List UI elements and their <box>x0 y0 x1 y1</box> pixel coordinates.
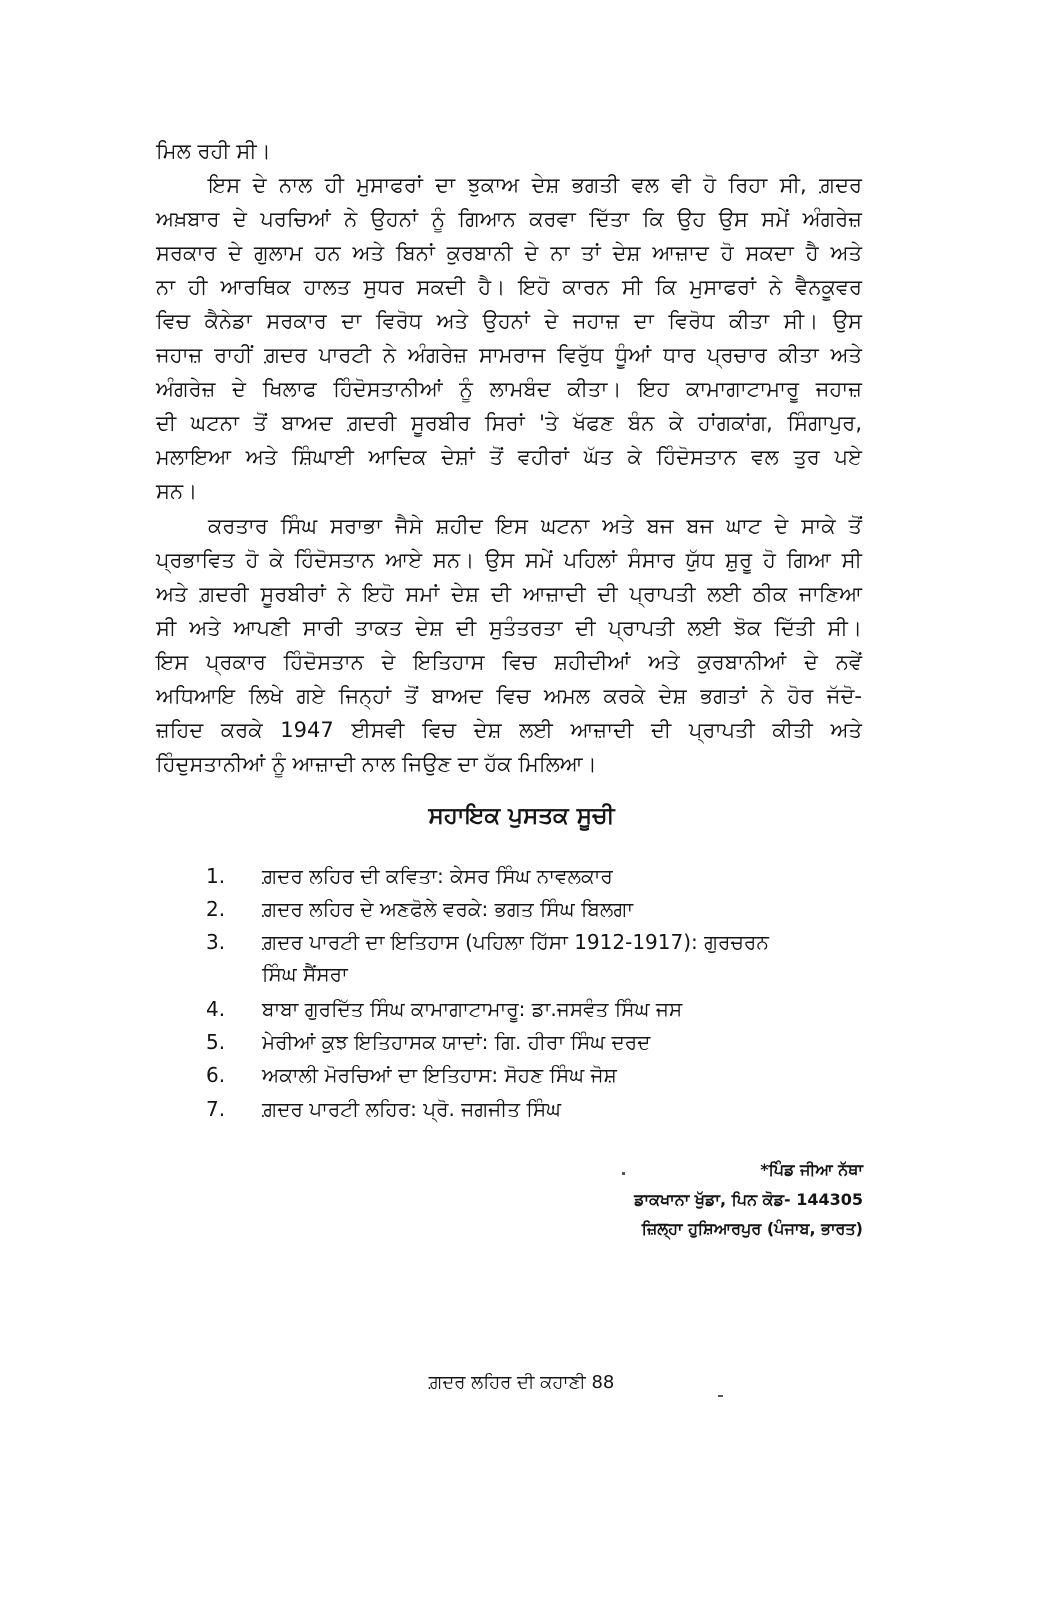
body-line: ਸਰਕਾਰ ਦੇ ਗੁਲਾਮ ਹਨ ਅਤੇ ਬਿਨਾਂ ਕੁਰਬਾਨੀ ਦੇ ਨਾ ਤਾਂ ਦੇਸ਼ ਆਜ਼ਾਦ ਹੋ ਸਕਦਾ ਹੈ ਅਤੇ <box>156 241 862 265</box>
address-line: *ਪਿੰਡ ਜੀਆ ਨੱਥਾ <box>760 1160 863 1179</box>
reference-number: 2. <box>206 897 226 921</box>
reference-text: ਬਾਬਾ ਗੁਰਦਿੱਤ ਸਿੰਘ ਕਾਮਾਗਾਟਾਮਾਰੂ: ਡਾ.ਜਸਵੰਤ ਸਿੰਘ ਜਸ <box>262 997 683 1021</box>
body-line: ਵਿਚ ਕੈਨੇਡਾ ਸਰਕਾਰ ਦਾ ਵਿਰੋਧ ਅਤੇ ਉਹਨਾਂ ਦੇ ਜਹਾਜ਼ ਦਾ ਵਿਰੋਧ ਕੀਤਾ ਸੀ। ਉਸ <box>156 309 862 333</box>
body-line: ਸੀ ਅਤੇ ਆਪਣੀ ਸਾਰੀ ਤਾਕਤ ਦੇਸ਼ ਦੀ ਸੁਤੰਤਰਤਾ ਦੀ ਪ੍ਰਾਪਤੀ ਲਈ ਝੋਕ ਦਿੱਤੀ ਸੀ। <box>156 616 862 640</box>
reference-number: 6. <box>206 1063 226 1087</box>
address-line: ਡਾਕਖਾਨਾ ਖੁੱਡਾ, ਪਿਨ ਕੋਡ- 144305 <box>634 1190 863 1209</box>
reference-number: 3. <box>206 930 226 954</box>
body-line: ਅੰਗਰੇਜ਼ ਦੇ ਖਿਲਾਫ ਹਿੰਦੋਸਤਾਨੀਆਂ ਨੂੰ ਲਾਮਬੰਦ ਕੀਤਾ। ਇਹ ਕਾਮਾਗਾਟਾਮਾਰੂ ਜਹਾਜ਼ <box>156 377 862 401</box>
scan-speck <box>622 1172 625 1175</box>
reference-text: ਗ਼ਦਰ ਪਾਰਟੀ ਲਹਿਰ: ਪ੍ਰੋ. ਜਗਜੀਤ ਸਿੰਘ <box>262 1097 562 1121</box>
scan-speck <box>718 1395 723 1397</box>
body-line: ਹਿੰਦੁਸਤਾਨੀਆਂ ਨੂੰ ਆਜ਼ਾਦੀ ਨਾਲ ਜਿਉਣ ਦਾ ਹੱਕ ਮਿਲਿਆ। <box>156 752 597 776</box>
body-line: ਸਨ। <box>156 479 198 503</box>
reference-number: 4. <box>206 997 226 1021</box>
body-line: ਕਰਤਾਰ ਸਿੰਘ ਸਰਾਭਾ ਜੈਸੇ ਸ਼ਹੀਦ ਇਸ ਘਟਨਾ ਅਤੇ ਬਜ ਬਜ ਘਾਟ ਦੇ ਸਾਕੇ ਤੋਂ <box>208 514 862 538</box>
reference-text: ਗ਼ਦਰ ਲਹਿਰ ਦੇ ਅਣਫੋਲੇ ਵਰਕੇ: ਭਗਤ ਸਿੰਘ ਬਿਲਗਾ <box>262 897 634 921</box>
body-line: ਜ਼ਹਿਦ ਕਰਕੇ 1947 ਈਸਵੀ ਵਿਚ ਦੇਸ਼ ਲਈ ਆਜ਼ਾਦੀ ਦੀ ਪ੍ਰਾਪਤੀ ਕੀਤੀ ਅਤੇ <box>156 718 862 742</box>
reference-number: 7. <box>206 1097 226 1121</box>
reference-text: ਗ਼ਦਰ ਲਹਿਰ ਦੀ ਕਵਿਤਾ: ਕੇਸਰ ਸਿੰਘ ਨਾਵਲਕਾਰ <box>262 864 613 888</box>
reference-number: 1. <box>206 864 226 888</box>
reference-text: ਅਕਾਲੀ ਮੋਰਚਿਆਂ ਦਾ ਇਤਿਹਾਸ: ਸੋਹਣ ਸਿੰਘ ਜੋਸ਼ <box>262 1063 617 1087</box>
reference-text: ਸਿੰਘ ਸੈਂਸਰਾ <box>262 962 348 986</box>
reference-number: 5. <box>206 1030 226 1054</box>
body-line: ਨਾ ਹੀ ਆਰਥਿਕ ਹਾਲਤ ਸੁਧਰ ਸਕਦੀ ਹੈ। ਇਹੋ ਕਾਰਨ ਸੀ ਕਿ ਮੁਸਾਫਰਾਂ ਨੇ ਵੈਨਕੂਵਰ <box>156 275 862 299</box>
body-line: ਇਸ ਦੇ ਨਾਲ ਹੀ ਮੁਸਾਫਰਾਂ ਦਾ ਝੁਕਾਅ ਦੇਸ਼ ਭਗਤੀ ਵਲ ਵੀ ਹੋ ਰਿਹਾ ਸੀ, ਗ਼ਦਰ <box>208 173 862 197</box>
body-line: ਦੀ ਘਟਨਾ ਤੋਂ ਬਾਅਦ ਗ਼ਦਰੀ ਸੂਰਬੀਰ ਸਿਰਾਂ 'ਤੇ ਖੱਫਣ ਬੰਨ ਕੇ ਹਾਂਗਕਾਂਗ, ਸਿੰਗਾਪੁਰ, <box>156 411 862 435</box>
references-heading: ਸਹਾਇਕ ਪੁਸਤਕ ਸੂਚੀ <box>428 803 615 829</box>
body-line: ਇਸ ਪ੍ਰਕਾਰ ਹਿੰਦੋਸਤਾਨ ਦੇ ਇਤਿਹਾਸ ਵਿਚ ਸ਼ਹੀਦੀਆਂ ਅਤੇ ਕੁਰਬਾਨੀਆਂ ਦੇ ਨਵੇਂ <box>156 650 862 674</box>
body-line: ਅਤੇ ਗ਼ਦਰੀ ਸੂਰਬੀਰਾਂ ਨੇ ਇਹੋ ਸਮਾਂ ਦੇਸ਼ ਦੀ ਆਜ਼ਾਦੀ ਦੀ ਪ੍ਰਾਪਤੀ ਲਈ ਠੀਕ ਜਾਣਿਆ <box>156 582 862 606</box>
reference-text: ਗ਼ਦਰ ਪਾਰਟੀ ਦਾ ਇਤਿਹਾਸ (ਪਹਿਲਾ ਹਿੱਸਾ 1912-1917): ਗੁਰਚਰਨ <box>262 930 769 954</box>
body-line: ਪ੍ਰਭਾਵਿਤ ਹੋ ਕੇ ਹਿੰਦੋਸਤਾਨ ਆਏ ਸਨ। ਉਸ ਸਮੇਂ ਪਹਿਲਾਂ ਸੰਸਾਰ ਯੁੱਧ ਸ਼ੁਰੂ ਹੋ ਗਿਆ ਸੀ <box>156 548 862 572</box>
body-line: ਅਧਿਆਇ ਲਿਖੇ ਗਏ ਜਿਨ੍ਹਾਂ ਤੋਂ ਬਾਅਦ ਵਿਚ ਅਮਲ ਕਰਕੇ ਦੇਸ਼ ਭਗਤਾਂ ਨੇ ਹੋਰ ਜੱਦੋ- <box>156 684 862 708</box>
page-footer: ਗ਼ਦਰ ਲਹਿਰ ਦੀ ਕਹਾਣੀ 88 <box>428 1372 615 1393</box>
address-line: ਜ਼ਿਲ੍ਹਾ ਹੁਸ਼ਿਆਰਪੁਰ (ਪੰਜਾਬ, ਭਾਰਤ) <box>641 1219 863 1238</box>
body-line: ਮਲਾਇਆ ਅਤੇ ਸ਼ਿੰਘਾਈ ਆਦਿਕ ਦੇਸ਼ਾਂ ਤੋਂ ਵਹੀਰਾਂ ਘੱਤ ਕੇ ਹਿੰਦੋਸਤਾਨ ਵਲ ਤੁਰ ਪਏ <box>156 445 862 469</box>
body-line: ਜਹਾਜ਼ ਰਾਹੀਂ ਗ਼ਦਰ ਪਾਰਟੀ ਨੇ ਅੰਗਰੇਜ਼ ਸਾਮਰਾਜ ਵਿਰੁੱਧ ਧੂੰਆਂ ਧਾਰ ਪ੍ਰਚਾਰ ਕੀਤਾ ਅਤੇ <box>156 343 862 367</box>
body-line: ਅਖ਼ਬਾਰ ਦੇ ਪਰਚਿਆਂ ਨੇ ਉਹਨਾਂ ਨੂੰ ਗਿਆਨ ਕਰਵਾ ਦਿੱਤਾ ਕਿ ਉਹ ਉਸ ਸਮੇਂ ਅੰਗਰੇਜ਼ <box>156 207 862 231</box>
body-line: ਮਿਲ ਰਹੀ ਸੀ। <box>156 139 271 163</box>
reference-text: ਮੇਰੀਆਂ ਕੁਝ ਇਤਿਹਾਸਕ ਯਾਦਾਂ: ਗਿ. ਹੀਰਾ ਸਿੰਘ ਦਰਦ <box>262 1030 651 1054</box>
